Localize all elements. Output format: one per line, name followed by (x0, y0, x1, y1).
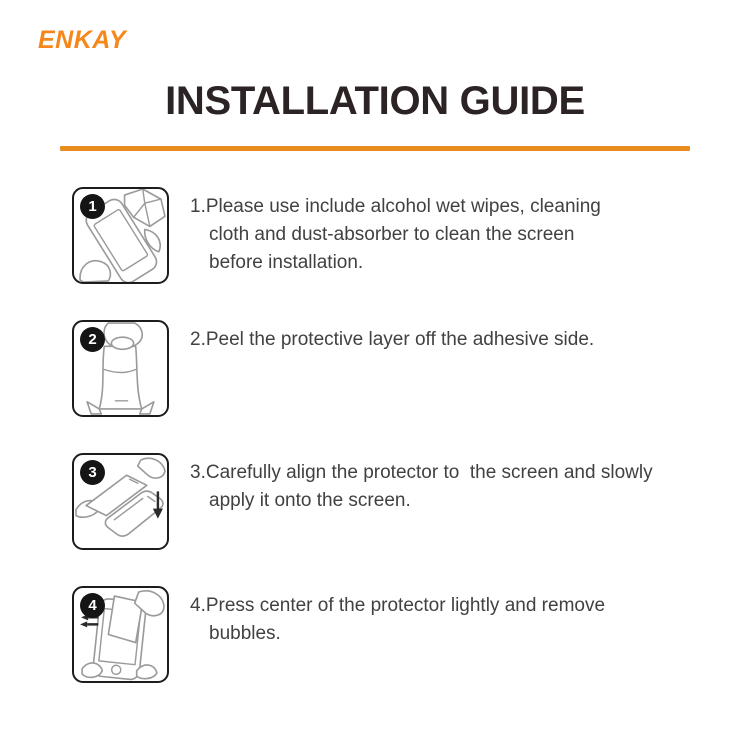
step-1-text (190, 187, 601, 277)
step-3-illustration-box (72, 453, 169, 550)
step-text-line: before installation. (209, 252, 364, 273)
page-title: INSTALLATION GUIDE (165, 79, 585, 123)
step-2-text (190, 320, 594, 354)
step-row-2 (72, 320, 750, 417)
steps-list (0, 187, 750, 683)
step-3-text (190, 453, 653, 515)
step-number-badge: 2 (80, 327, 105, 352)
step-text-line: 1.Please use include alcohol wet wipes, cleaning (190, 196, 601, 217)
step-4-text (190, 586, 605, 648)
step-text-line: 2.Peel the protective layer off the adhesive side. (190, 329, 595, 350)
step-text-line: cloth and dust-absorber to clean the screen (209, 224, 575, 245)
step-1-illustration-box (72, 187, 169, 284)
step-number-badge: 3 (80, 460, 105, 485)
step-row-4 (72, 586, 750, 683)
orange-divider (60, 146, 690, 151)
step-2-illustration-box (72, 320, 169, 417)
step-text-line: 4.Press center of the protector lightly and remove (190, 595, 606, 616)
step-row-1 (72, 187, 750, 284)
step-row-3 (72, 453, 750, 550)
step-number-badge: 1 (80, 194, 105, 219)
enkay-logo: ENKAY (38, 26, 127, 54)
step-text-line: apply it onto the screen. (209, 490, 411, 511)
step-text-line: bubbles. (209, 623, 281, 644)
step-number-badge: 4 (80, 593, 105, 618)
step-text-line: 3.Carefully align the protector to the screen and slowly (190, 462, 653, 483)
step-4-illustration-box (72, 586, 169, 683)
